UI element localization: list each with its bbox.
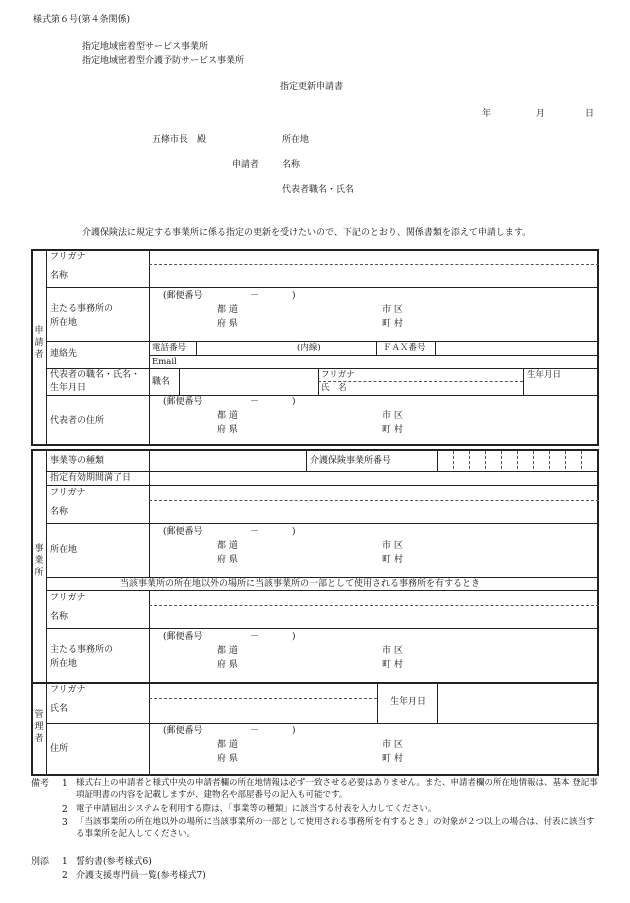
intro-text: 介護保険法に規定する事業所に係る指定の更新を受けたいので、下記のとおり、関係書類を添えて申請します。: [82, 228, 532, 238]
insurance-no-label: 介護保険事業所番号: [310, 456, 392, 466]
date-year[interactable]: 年: [482, 109, 492, 119]
attachment-1-num: 1: [62, 857, 68, 867]
form-number: 様式第６号(第４条関係): [33, 15, 131, 25]
office2-main-office-label-2: 所在地: [50, 659, 78, 669]
position-label: 職名: [152, 377, 171, 387]
attachment-2-text: 介護支援専門員一覧(参考様式7): [76, 871, 206, 881]
manager-postal-dash: －: [250, 726, 260, 736]
date-day[interactable]: 日: [585, 109, 595, 119]
manager-frame: [31, 682, 599, 776]
office2-furigana-label: フリガナ: [50, 593, 86, 603]
business-type-label: 事業等の種類: [50, 456, 105, 466]
note-2-text: 電子申請届出システムを利用する際は、「事業等の種類」に該当する付表を入力してください。: [76, 804, 437, 814]
office2-postal-label: (郵便番号: [163, 632, 203, 642]
manager-postal-close: ): [292, 726, 296, 736]
address-label: 所在地: [282, 135, 310, 145]
office-chouson: 町 村: [382, 555, 403, 565]
email-label: Email: [152, 357, 177, 367]
note-3-num: 3: [62, 818, 68, 828]
office2-postal-dash: －: [250, 632, 260, 642]
applicant-furigana-label: フリガナ: [50, 252, 86, 262]
office2-todo: 都 道: [217, 646, 238, 656]
note-2-num: 2: [62, 805, 68, 815]
applicant-main-office-label-2: 所在地: [50, 318, 78, 328]
manager-name-label: 氏名: [50, 704, 69, 714]
manager-address-label: 住所: [50, 744, 69, 754]
rep-shiku: 市 区: [382, 411, 403, 421]
phone-label: 電話番号: [152, 343, 187, 353]
name-label: 名称: [282, 160, 301, 170]
manager-todo: 都 道: [217, 740, 238, 750]
other-location-heading: 当該事業所の所在地以外の場所に当該事業所の一部として使用される事務所を有するとき: [120, 579, 481, 589]
office-location-label: 所在地: [50, 545, 78, 555]
office2-chouson: 町 村: [382, 660, 403, 670]
office2-main-office-label: 主たる事務所の: [50, 645, 114, 655]
office-fuken: 府 県: [217, 555, 238, 565]
contact-label: 連絡先: [50, 349, 78, 359]
rep-todo: 都 道: [217, 411, 238, 421]
notes-label: 備考: [31, 779, 50, 789]
office-shiku: 市 区: [382, 541, 403, 551]
rep-label: 代表者職名・氏名: [282, 185, 355, 195]
applicant-label: 申請者: [232, 160, 260, 170]
expiry-label: 指定有効期間満了日: [50, 473, 132, 483]
rep-postal-dash: －: [250, 397, 260, 407]
office-postal-dash: －: [250, 527, 260, 537]
manager-section-label: 管理者: [34, 710, 44, 745]
page-title: 指定更新申請書: [280, 82, 344, 92]
attachment-2-num: 2: [62, 871, 68, 881]
applicant-shiku: 市 区: [382, 305, 403, 315]
office-furigana-label: フリガナ: [50, 488, 86, 498]
applicant-postal-label: (郵便番号: [163, 291, 203, 301]
office-section-label: 事業所: [34, 544, 44, 579]
note-3-text: 「当該事業所の所在地以外の場所に当該事業所の一部として使用される事務所を有するとき」の対象が２つ以上の場合は、付表に該当する事業所を記入してください。: [76, 817, 595, 840]
rep-birth-label: 生年月日: [527, 370, 562, 380]
manager-postal-label: (郵便番号: [163, 726, 203, 736]
applicant-chouson: 町 村: [382, 319, 403, 329]
office2-name-label: 名称: [50, 612, 69, 622]
applicant-section-label: 申請者: [34, 326, 44, 361]
office2-fuken: 府 県: [217, 660, 238, 670]
note-1-text: 様式右上の申請者と様式中央の申請者欄の所在地情報は必ず一致させる必要はありません。また、申請者欄の所在地情報は、基本 登記事項証明書の内容を記載しますが、建物名や部屋番号の記入も可能です。: [76, 778, 598, 801]
note-1-num: 1: [62, 779, 68, 789]
applicant-postal-close: ): [292, 291, 296, 301]
manager-birth-label: 生年月日: [390, 697, 427, 707]
office-postal-close: ): [292, 527, 296, 537]
extension-label: (内線): [297, 343, 321, 353]
manager-chouson: 町 村: [382, 754, 403, 764]
manager-furigana-label: フリガナ: [50, 685, 86, 695]
rep-fuken: 府 県: [217, 425, 238, 435]
applicant-todo: 都 道: [217, 305, 238, 315]
rep-chouson: 町 村: [382, 425, 403, 435]
manager-shiku: 市 区: [382, 740, 403, 750]
addressee: 五條市長 殿: [152, 135, 207, 145]
rep-postal-label: (郵便番号: [163, 397, 203, 407]
applicant-fuken: 府 県: [217, 319, 238, 329]
applicant-postal-dash: －: [250, 291, 260, 301]
attachment-1-text: 誓約書(参考様式6): [76, 857, 152, 867]
rep-address-label: 代表者の住所: [50, 416, 105, 426]
applicant-name-label: 名称: [50, 271, 69, 281]
applicant-main-office-label: 主たる事務所の: [50, 304, 114, 314]
rep-title-label: 代表者の職名・氏名・: [50, 370, 141, 380]
office-name-label: 名称: [50, 507, 69, 517]
office-postal-label: (郵便番号: [163, 527, 203, 537]
attachments-label: 別添: [31, 857, 50, 867]
rep-name-label: 氏 名: [321, 383, 347, 393]
fax-label: ＦＡＸ番号: [383, 343, 426, 353]
rep-postal-close: ): [292, 397, 296, 407]
office-type-2: 指定地域密着型介護予防サービス事業所: [82, 56, 245, 66]
rep-title-label-2: 生年月日: [50, 383, 87, 393]
office-type-1: 指定地域密着型サービス事業所: [82, 42, 209, 52]
rep-furigana-label: フリガナ: [321, 370, 355, 380]
date-month[interactable]: 月: [536, 109, 546, 119]
manager-fuken: 府 県: [217, 754, 238, 764]
office-todo: 都 道: [217, 541, 238, 551]
office2-shiku: 市 区: [382, 646, 403, 656]
office2-postal-close: ): [292, 632, 296, 642]
